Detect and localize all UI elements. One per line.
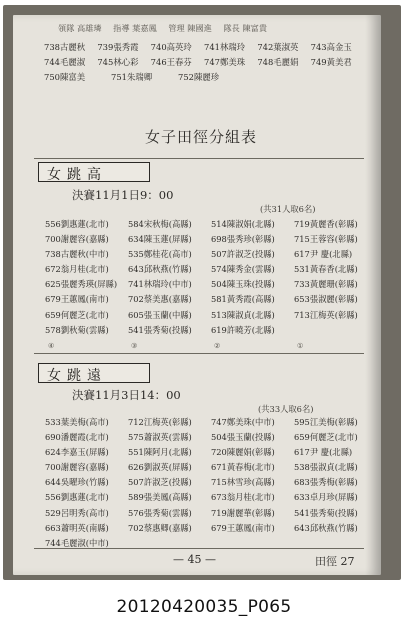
entry-row bbox=[45, 430, 377, 445]
athlete-entry: 744毛麗淑(中市) bbox=[45, 537, 109, 548]
roster-entry: 751朱瑞卿 bbox=[111, 72, 153, 82]
roster-entry: 750陳富美 bbox=[44, 72, 86, 82]
team-staff-header bbox=[58, 23, 276, 34]
athlete-entry: 679王蕙鳳(南市) bbox=[211, 522, 275, 533]
athlete-entry: 617尹 慶(北縣) bbox=[294, 447, 353, 458]
athlete-entry: 578劉秋菊(雲縣) bbox=[45, 324, 109, 335]
group-marker: ③ bbox=[131, 342, 138, 350]
athlete-entry: 634陳玉蓮(屏縣) bbox=[128, 234, 192, 245]
athlete-entry: 556劉惠蓮(北市) bbox=[45, 219, 109, 229]
roster-entry: 745林心彩 bbox=[97, 57, 139, 67]
roster-entry: 744毛麗淑 bbox=[44, 57, 86, 67]
roster-entry: 740高英玲 bbox=[150, 42, 192, 52]
roster-entry: 746王春芬 bbox=[150, 57, 192, 67]
roster-entry: 738古麗秋 bbox=[44, 42, 86, 52]
athlete-entry: 747鄭美珠(中市) bbox=[211, 417, 275, 427]
final-schedule: 決賽11月1日9：00 bbox=[72, 188, 174, 202]
athlete-entry: 659何麗芝(北市) bbox=[45, 309, 109, 320]
athlete-entry: 538張淑貞(北縣) bbox=[294, 462, 358, 473]
roster-row bbox=[44, 40, 364, 55]
entry-count: (共33人取6名) bbox=[258, 404, 314, 414]
roster-entry: 741林瑞玲 bbox=[203, 42, 246, 52]
athlete-entry: 584宋秋梅(高縣) bbox=[128, 219, 192, 229]
entry-row bbox=[45, 415, 377, 430]
event-title-box bbox=[38, 162, 150, 182]
entry-row bbox=[45, 277, 377, 292]
athlete-entry: 690潘麗霞(北市) bbox=[45, 432, 109, 443]
athlete-entry: 738古麗秋(中市) bbox=[45, 249, 109, 260]
athlete-entry: 671黃春梅(北市) bbox=[211, 462, 275, 473]
entry-row bbox=[45, 323, 377, 338]
athlete-entry: 529呂明秀(高市) bbox=[45, 507, 109, 518]
event-title-box bbox=[38, 363, 150, 383]
athlete-entry: 663蕭明英(南縣) bbox=[45, 522, 109, 533]
entry-row bbox=[45, 475, 377, 490]
athlete-entry: 659何麗芝(北市) bbox=[294, 432, 358, 443]
athlete-entry: 741林瑞玲(中市) bbox=[128, 279, 192, 290]
entry-row bbox=[45, 232, 377, 247]
entry-row bbox=[45, 292, 377, 307]
athlete-entry: 589張美鳳(高縣) bbox=[128, 492, 192, 503]
athlete-entry: 576張秀菊(雲縣) bbox=[128, 507, 192, 518]
section-divider bbox=[34, 158, 364, 159]
roster-entry: 747鄭美珠 bbox=[203, 57, 246, 67]
athlete-entry: 715林雪珍(高縣) bbox=[211, 477, 275, 488]
athlete-entry: 715王蓉容(彰縣) bbox=[294, 234, 358, 245]
athlete-entry: 533葉美梅(高市) bbox=[45, 417, 109, 427]
group-marker: ① bbox=[297, 342, 304, 350]
athlete-entry: 719謝麗華(彰縣) bbox=[211, 507, 275, 518]
footer-divider bbox=[34, 548, 364, 549]
athlete-entry: 720陳麗娟(彰縣) bbox=[211, 447, 275, 458]
event-title: 女跳高 bbox=[47, 167, 107, 183]
entry-row bbox=[45, 262, 377, 277]
entry-row bbox=[45, 445, 377, 460]
athlete-entry: 679王蕙鳳(南市) bbox=[45, 294, 109, 305]
athlete-entry: 551陳阿月(北縣) bbox=[128, 447, 192, 458]
athlete-entry: 581黃秀霞(高縣) bbox=[211, 294, 275, 305]
entry-row bbox=[45, 490, 377, 505]
entry-row bbox=[45, 506, 377, 521]
athlete-entry: 535鄭桂花(高市) bbox=[128, 249, 192, 260]
athlete-entry: 595江美梅(彰縣) bbox=[294, 417, 358, 427]
athlete-entry: 698張秀珍(彰縣) bbox=[211, 234, 275, 245]
staff-coach: 指導 葉嘉鳳 bbox=[113, 23, 157, 33]
athlete-entry: 574陳秀金(雲縣) bbox=[211, 264, 275, 275]
athlete-entry: 643邱秋燕(竹縣) bbox=[294, 522, 358, 533]
event-title: 女跳遠 bbox=[47, 368, 107, 384]
athlete-entry: 531黃春香(北縣) bbox=[294, 264, 358, 275]
athlete-entry: 507許淑芝(投縣) bbox=[128, 477, 192, 488]
entry-row bbox=[45, 247, 377, 262]
athlete-entry: 712江梅英(彰縣) bbox=[128, 417, 192, 427]
final-schedule: 決賽11月3日14：00 bbox=[72, 388, 181, 402]
staff-manager: 管理 陳國進 bbox=[168, 23, 212, 33]
athlete-entry: 672翁月桂(北市) bbox=[45, 264, 109, 275]
athlete-entry: 719黃麗香(彰縣) bbox=[294, 219, 358, 229]
roster-row bbox=[44, 55, 364, 70]
athlete-entry: 673翁月桂(北市) bbox=[211, 492, 275, 503]
athlete-entry: 700謝麗容(嘉縣) bbox=[45, 462, 109, 473]
athlete-entry: 700謝麗容(嘉縣) bbox=[45, 234, 109, 245]
entry-row bbox=[45, 217, 377, 232]
athlete-entry: 683張秀梅(彰縣) bbox=[294, 477, 358, 488]
athlete-entry: 624李嘉玉(屏縣) bbox=[45, 447, 109, 458]
athlete-entry: 625張麗秀瑛(屏縣) bbox=[45, 279, 118, 290]
athlete-entry: 643邱秋燕(竹縣) bbox=[128, 264, 192, 275]
athlete-entry: 514陳淑娟(北縣) bbox=[211, 219, 275, 229]
group-markers bbox=[48, 342, 380, 350]
roster-entry: 752陳麗珍 bbox=[178, 72, 220, 82]
athlete-entry: 644吳曜珍(竹縣) bbox=[45, 477, 109, 488]
staff-leader: 領隊 高雄璘 bbox=[58, 23, 102, 33]
roster-entry: 749黃美君 bbox=[310, 57, 352, 67]
section-label: 田徑 27 bbox=[315, 555, 355, 568]
roster-row bbox=[44, 70, 364, 85]
entry-count: (共31人取6名) bbox=[260, 204, 316, 214]
athlete-entry: 617尹 慶(北縣) bbox=[294, 249, 353, 260]
page-number: — 45 — bbox=[173, 553, 216, 566]
athlete-entry: 702蔡惠卿(嘉縣) bbox=[128, 522, 192, 533]
group-marker: ④ bbox=[48, 342, 55, 350]
archive-caption: 20120420035_P065 bbox=[116, 597, 292, 617]
athlete-entry: 541張秀菊(投縣) bbox=[294, 507, 358, 518]
athlete-entry: 633卓月珍(屏縣) bbox=[294, 492, 358, 503]
staff-captain: 隊長 陳富貴 bbox=[223, 23, 268, 33]
entry-grid bbox=[45, 217, 377, 338]
athlete-entry: 653張淑麗(彰縣) bbox=[294, 294, 358, 305]
section-divider bbox=[34, 353, 364, 354]
athlete-entry: 702蔡美惠(嘉縣) bbox=[128, 294, 192, 305]
athlete-entry: 733黃麗珊(彰縣) bbox=[294, 279, 358, 290]
roster-entry: 742葉淑英 bbox=[257, 42, 299, 52]
athlete-entry: 713江梅英(彰縣) bbox=[294, 309, 358, 320]
entry-row bbox=[45, 521, 377, 536]
page-title: 女子田徑分組表 bbox=[145, 128, 258, 146]
roster-entry: 748毛麗娟 bbox=[257, 57, 299, 67]
athlete-entry: 504張玉蘭(投縣) bbox=[211, 432, 275, 443]
entry-row bbox=[45, 308, 377, 323]
roster-entry: 743高金玉 bbox=[310, 42, 352, 52]
athlete-entry: 541張秀菊(投縣) bbox=[128, 324, 192, 335]
entry-row bbox=[45, 460, 377, 475]
group-marker: ② bbox=[214, 342, 221, 350]
athlete-entry: 626劉淑英(屏縣) bbox=[128, 462, 192, 473]
roster-entry: 739張秀霞 bbox=[97, 42, 139, 52]
athlete-entry: 605張玉蘭(中縣) bbox=[128, 309, 192, 320]
athlete-entry: 507許淑芝(投縣) bbox=[211, 249, 275, 260]
athlete-entry: 556劉惠蓮(北市) bbox=[45, 492, 109, 503]
athlete-entry: 504陳玉珠(投縣) bbox=[211, 279, 275, 290]
athlete-entry: 513陳淑貞(北縣) bbox=[211, 309, 275, 320]
athlete-entry: 619許曉芳(北縣) bbox=[211, 324, 275, 335]
team-roster bbox=[44, 40, 364, 85]
entry-grid bbox=[45, 415, 377, 551]
athlete-entry: 575蕭淑英(雲縣) bbox=[128, 432, 192, 443]
